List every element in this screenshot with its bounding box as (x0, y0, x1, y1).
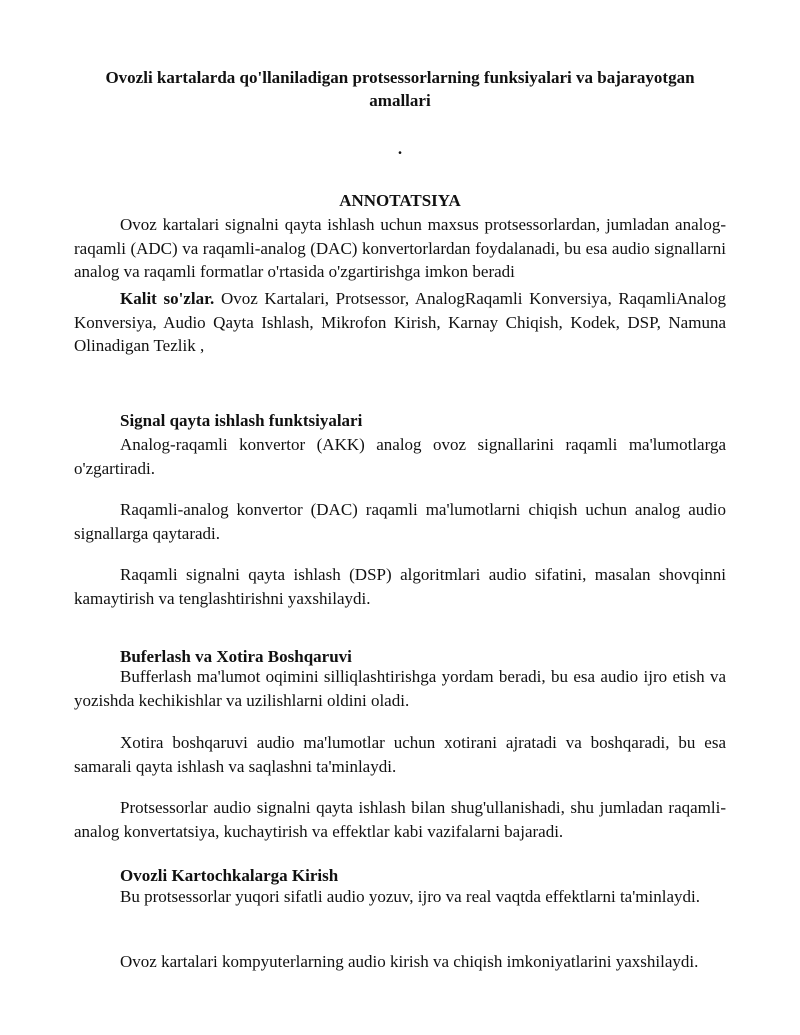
paragraph: Bufferlash ma'lumot oqimini silliqlashtirishga yordam beradi, bu esa audio ijro etish va yozishda kechikishlar va uzilishlarni oldini oladi. (74, 667, 726, 710)
keywords-text: Ovoz Kartalari, Protsessor, AnalogRaqamli Konversiya, RaqamliAnalog Konversiya, Audio Qayta Ishlash, Mikrofon Kirish, Karnay Chiqish, Kodek, DSP, Namuna Olinadigan Tezlik , (74, 289, 726, 355)
keywords-label: Kalit so'zlar. (120, 289, 215, 308)
paragraph: Ovoz kartalari kompyuterlarning audio kirish va chiqish imkoniyatlarini yaxshilaydi. (120, 952, 699, 971)
section-heading-sound-cards: Ovozli Kartochkalarga Kirish (120, 866, 339, 885)
separator-dot: . (397, 139, 403, 158)
keywords-paragraph (74, 287, 726, 358)
document-title: Ovozli kartalarda qo'llaniladigan protsessorlarning funksiyalari va bajarayotgan amallari (105, 68, 695, 110)
annotation-heading: ANNOTATSIYA (339, 191, 461, 210)
paragraph: Protsessorlar audio signalni qayta ishlash bilan shug'ullanishadi, shu jumladan raqamli-analog konvertatsiya, kuchaytirish va effektlar kabi vazifalarni bajaradi. (74, 798, 726, 841)
section-heading-buffering: Buferlash va Xotira Boshqaruvi (120, 647, 352, 666)
paragraph: Bu protsessorlar yuqori sifatli audio yozuv, ijro va real vaqtda effektlarni ta'minlaydi. (120, 887, 700, 906)
paragraph: Raqamli signalni qayta ishlash (DSP) algoritmlari audio sifatini, masalan shovqinni kamaytirish va tenglashtirishni yaxshilaydi. (74, 565, 726, 608)
paragraph: Xotira boshqaruvi audio ma'lumotlar uchun xotirani ajratadi va boshqaradi, bu esa samarali qayta ishlash va saqlashni ta'minlaydi. (74, 733, 726, 776)
annotation-paragraph: Ovoz kartalari signalni qayta ishlash uchun maxsus protsessorlardan, jumladan analog-raqamli (ADC) va raqamli-analog (DAC) konvertorlardan foydalanadi, bu esa audio signallarni analog va raqamli formatlar o'rtasida o'zgartirishga imkon beradi (74, 215, 726, 281)
paragraph: Analog-raqamli konvertor (AKK) analog ovoz signallarini raqamli ma'lumotlarga o'zgartiradi. (74, 435, 726, 478)
paragraph: Raqamli-analog konvertor (DAC) raqamli ma'lumotlarni chiqish uchun analog audio signallarga qaytaradi. (74, 500, 726, 543)
section-heading-signal-processing: Signal qayta ishlash funktsiyalari (120, 411, 363, 430)
